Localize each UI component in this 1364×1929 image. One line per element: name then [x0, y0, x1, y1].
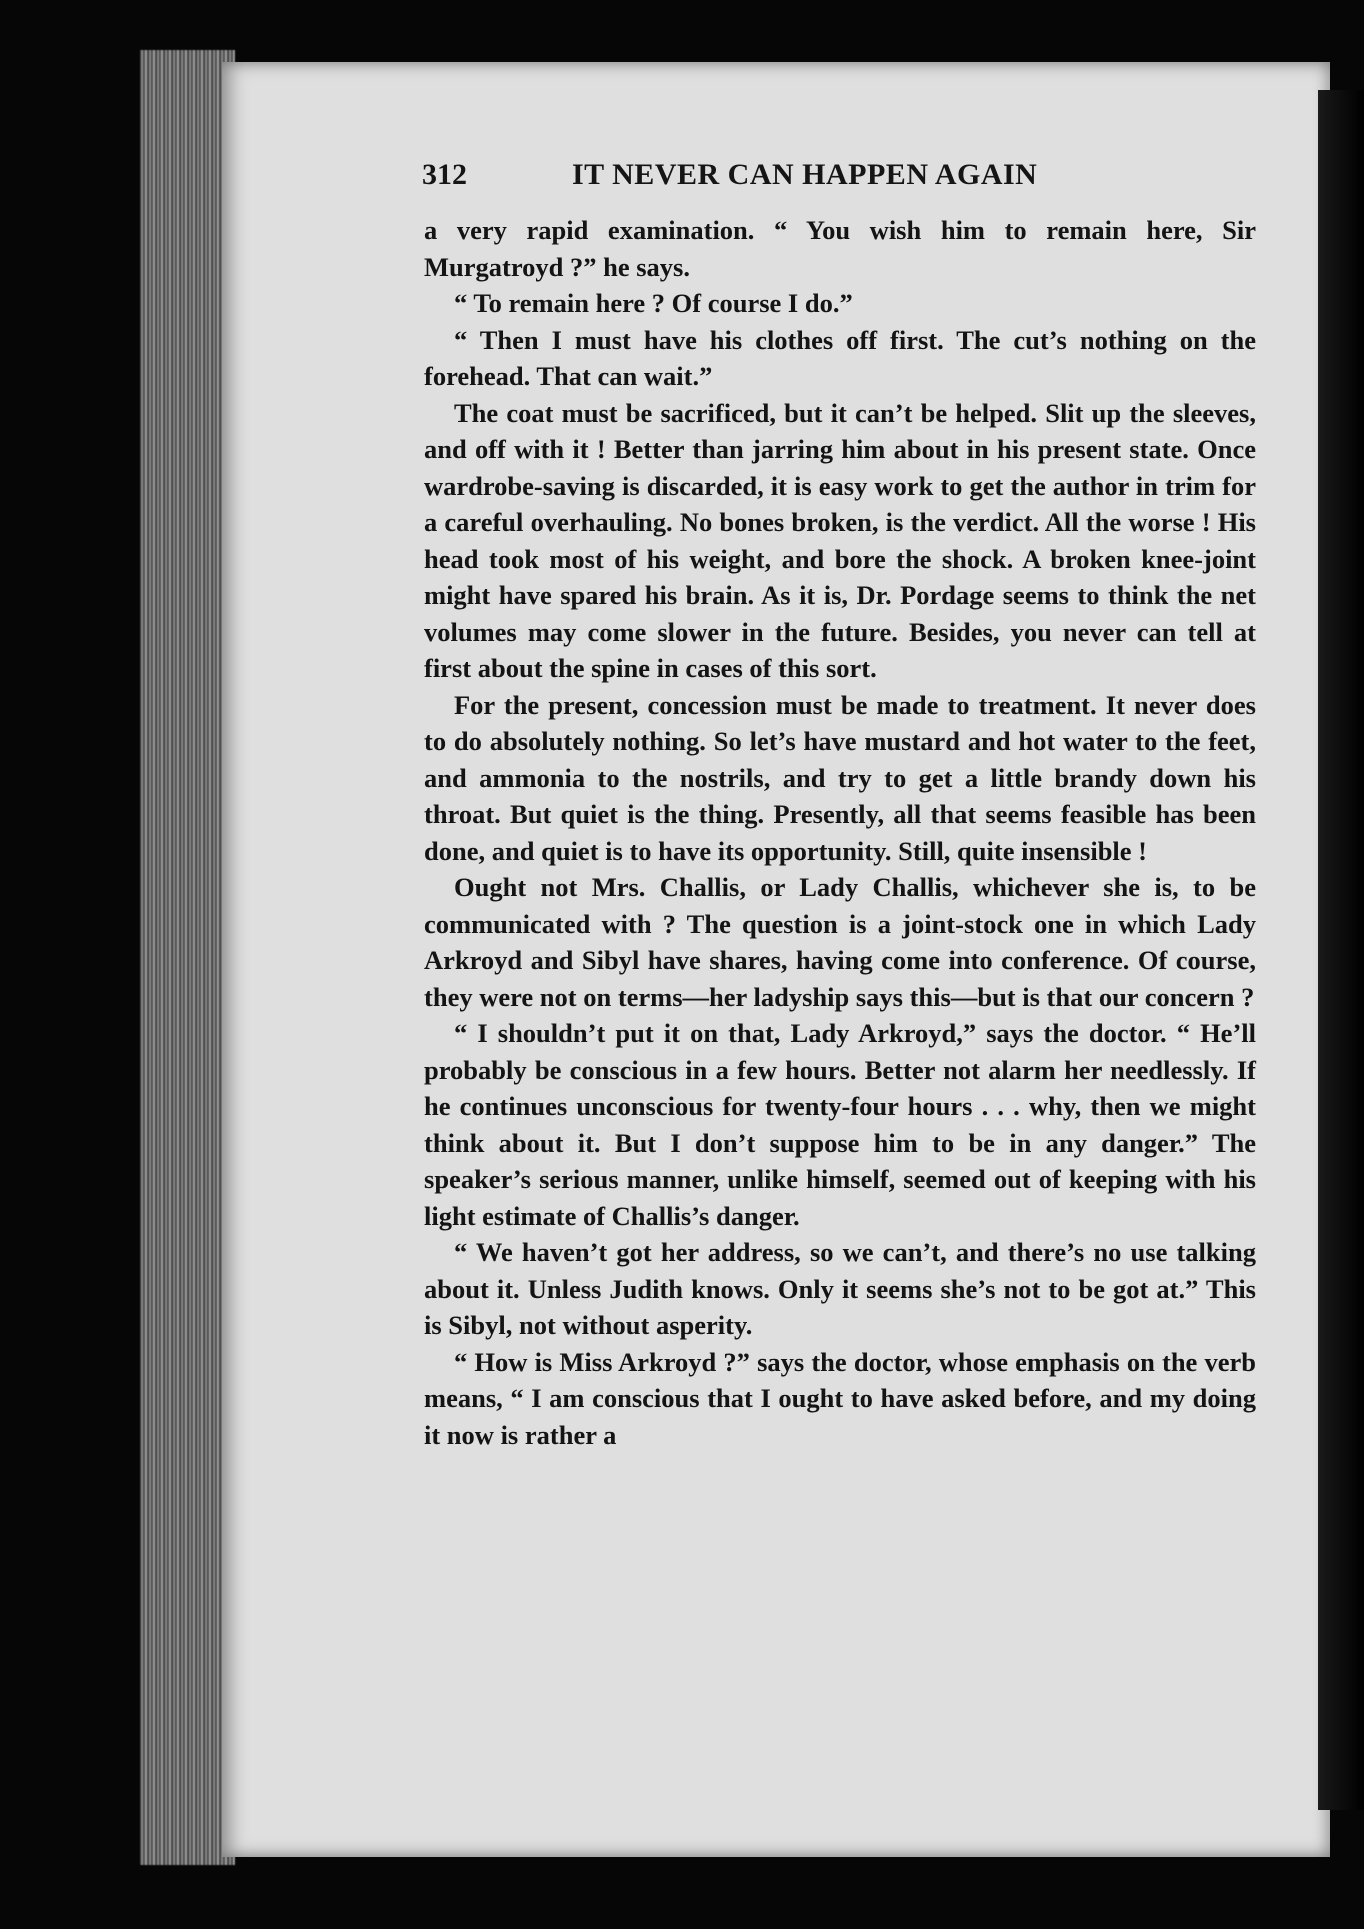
running-head — [422, 158, 1262, 192]
paragraph: “ Then I must have his clothes off first. The cut’s nothing on the forehead. That can wait.” — [424, 324, 1256, 391]
body-text — [424, 212, 1256, 1453]
paragraph: a very rapid examination. “ You wish him to remain here, Sir Murgatroyd ?” he says. — [424, 215, 1256, 282]
paragraph: Ought not Mrs. Challis, or Lady Challis, whichever she is, to be communicated with ? The question is a joint-stock one in which Lady Arkroyd and Sibyl have shares, having come into conference. Of course, they were not on terms—her ladyship says this—but is that our concern ? — [424, 872, 1256, 1012]
paragraph: “ I shouldn’t put it on that, Lady Arkroyd,” says the doctor. “ He’ll probably be conscious in a few hours. Better not alarm her needlessly. If he continues unconscious for twenty-four hours . . . why, then we might think about it. But I don’t suppose him to be in any danger.” The speaker’s serious manner, unlike himself, seemed out of keeping with his light estimate of Challis’s danger. — [424, 1018, 1256, 1231]
paragraph: “ How is Miss Arkroyd ?” says the doctor, whose emphasis on the verb means, “ I am conscious that I ought to have asked before, and my doing it now is rather a — [424, 1346, 1256, 1450]
running-title: IT NEVER CAN HAPPEN AGAIN — [572, 158, 1038, 191]
paragraph: “ We haven’t got her address, so we can’t, and there’s no use talking about it. Unless Judith knows. Only it seems she’s not to be got at.” This is Sibyl, not without asperity. — [424, 1237, 1256, 1340]
paragraph: “ To remain here ? Of course I do.” — [454, 288, 853, 318]
paragraph: For the present, concession must be made to treatment. It never does to do absolutely nothing. So let’s have mustard and hot water to the feet, and ammonia to the nostrils, and try to get a little brandy down his throat. But quiet is the thing. Presently, all that seems feasible has been done, and quiet is to have its opportunity. Still, quite insensible ! — [424, 689, 1256, 866]
gutter-shadow — [1318, 90, 1364, 1810]
book-page-edges — [140, 50, 235, 1865]
page-number: 312 — [422, 158, 467, 191]
paragraph: The coat must be sacrificed, but it can’t be helped. Slit up the sleeves, and off with it ! Better than jarring him about in his present state. Once wardrobe-saving is discarded, it is easy work to get the author in trim for a careful overhauling. No bones broken, is the verdict. All the worse ! His head took most of his weight, and bore the shock. A broken knee-joint might have spared his brain. As it is, Dr. Pordage seems to think the net volumes may come slower in the future. Besides, you never can tell at first about the spine in cases of this sort. — [424, 397, 1256, 683]
